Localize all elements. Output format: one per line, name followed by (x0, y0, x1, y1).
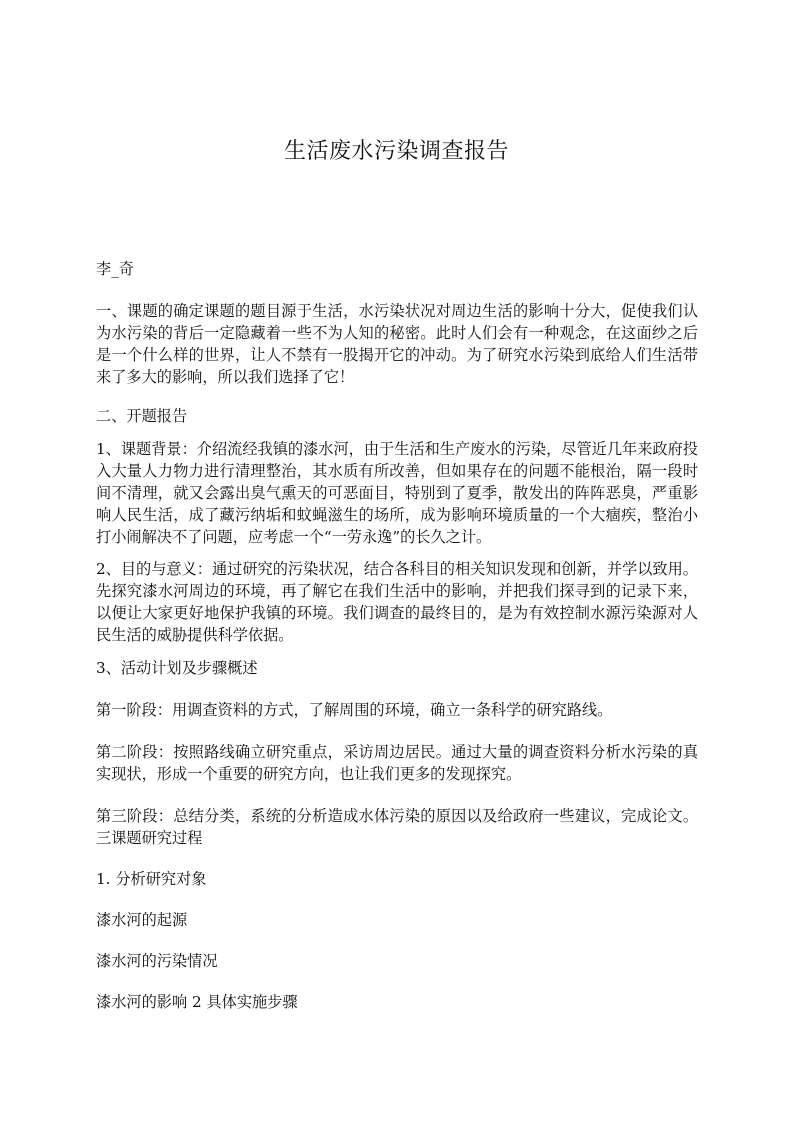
section-heading-opening-report: 二、开题报告 (96, 407, 188, 425)
list-heading-analysis: 1. 分析研究对象 (96, 870, 207, 888)
author-name: 李_奇 (96, 260, 134, 278)
paragraph-background: 1、课题背景：介绍流经我镇的漆水河，由于生活和生产废水的污染，尽管近几年来政府投入大量人力物力进行清理整治，其水质有所改善，但如果存在的问题不能根治，隔一段时间不清理，就又会露出臭气熏天的可恶面目，特别到了夏季，散发出的阵阵恶臭，严重影响人民生活，成了藏污纳垢和蚊蝇滋生的场所，成为影响环境质量的一个大痼疾，整治小打小闹解决不了问题，应考虑一个“一劳永逸”的长久之计。 (96, 440, 698, 546)
list-item: 漆水河的影响 2 具体实施步骤 (96, 993, 298, 1011)
document-body (96, 258, 698, 1013)
paragraph-stage-3: 第三阶段：总结分类，系统的分析造成水体污染的原因以及给政府一些建议，完成论文。三课题研究过程 (96, 807, 698, 847)
document-title: 生活废水污染调查报告 (283, 139, 509, 164)
paragraph-stage-1: 第一阶段：用调查资料的方式，了解周围的环境，确立一条科学的研究路线。 (96, 701, 613, 719)
list-item: 漆水河的起源 (96, 911, 188, 929)
paragraph-stage-2: 第二阶段：按照路线确立研究重点，采访周边居民。通过大量的调查资料分析水污染的真实现状，形成一个重要的研究方向，也让我们更多的发现探究。 (96, 743, 698, 783)
section-heading-plan: 3、活动计划及步骤概述 (96, 659, 258, 677)
paragraph-intro: 一、课题的确定课题的题目源于生活，水污染状况对周边生活的影响十分大，促使我们认为水污染的背后一定隐藏着一些不为人知的秘密。此时人们会有一种观念，在这面纱之后是一个什么样的世界，让人不禁有一股揭开它的冲动。为了研究水污染到底给人们生活带来了多大的影响，所以我们选择了它！ (96, 302, 698, 386)
list-item: 漆水河的污染情况 (96, 952, 218, 970)
paragraph-goal: 2、目的与意义：通过研究的污染状况，结合各科目的相关知识发现和创新，并学以致用。先探究漆水河周边的环境，再了解它在我们生活中的影响，并把我们探寻到的记录下来，以便让大家更好地保护我镇的环境。我们调查的最终目的，是为有效控制水源污染源对人民生活的威胁提供科学依据。 (96, 560, 698, 644)
